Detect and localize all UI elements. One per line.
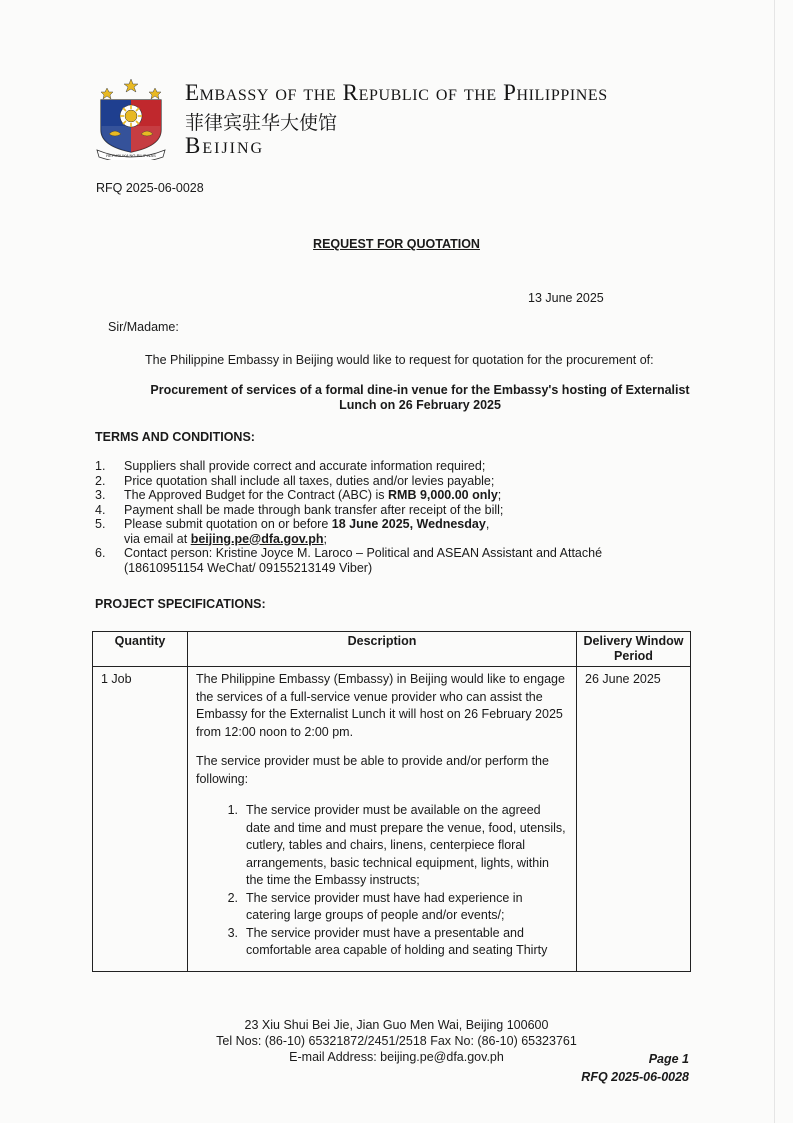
intro-text: The Philippine Embassy in Beijing would like to request for quotation for the procurement of:	[145, 353, 654, 367]
footer-reference: RFQ 2025-06-0028	[581, 1070, 689, 1084]
term-item: 5. Please submit quotation on or before 18 June 2025, Wednesday, via email at beijing.pe@dfa.gov.ph;	[95, 517, 490, 546]
table-row	[93, 667, 691, 972]
list-item: 1. The service provider must be available on the agreed date and time and must prepare the venue, food, utensils, cutlery, tables and chairs, linens, centerpiece floral arrangements, basic technical equipment, lights, within the time the Embassy instructs;	[227, 803, 566, 887]
footer-address: 23 Xiu Shui Bei Jie, Jian Guo Men Wai, Beijing 100600	[244, 1018, 549, 1032]
term-item: 1. Suppliers shall provide correct and accurate information required;	[95, 459, 486, 473]
document-title: REQUEST FOR QUOTATION	[313, 237, 480, 251]
delivery-header: Delivery Window Period	[577, 632, 691, 667]
embassy-name: Embassy of the Republic of the Philippines	[185, 80, 608, 105]
description-header: Description	[188, 632, 577, 667]
term-item: 6. Contact person: Kristine Joyce M. Laroco – Political and ASEAN Assistant and Attaché (18610951154 WeChat/ 09155213149 Viber)	[95, 546, 603, 575]
procurement-title	[80, 383, 760, 413]
terms-heading: TERMS AND CONDITIONS:	[95, 430, 255, 444]
embassy-city: Beijing	[185, 133, 265, 158]
budget-amount: RMB 9,000.00 only	[388, 488, 498, 502]
embassy-name-chinese: 菲律宾驻华大使馆	[185, 112, 338, 134]
footer-email: E-mail Address: beijing.pe@dfa.gov.ph	[289, 1050, 504, 1064]
procurement-line-2: Lunch on 26 February 2025	[339, 398, 501, 412]
specs-heading: PROJECT SPECIFICATIONS:	[95, 597, 266, 611]
scan-edge	[774, 0, 775, 1123]
description-paragraph: The service provider must be able to provide and/or perform the following:	[196, 754, 549, 786]
footer-phones: Tel Nos: (86-10) 65321872/2451/2518 Fax No: (86-10) 65323761	[216, 1034, 577, 1048]
document-date: 13 June 2025	[528, 291, 604, 305]
salutation: Sir/Madame:	[108, 320, 179, 334]
table-header-row	[93, 632, 691, 667]
requirements-list	[196, 802, 568, 960]
list-item: 3. The service provider must have a presentable and comfortable area capable of holding and seating Thirty	[227, 925, 548, 957]
term-item: 4. Payment shall be made through bank transfer after receipt of the bill;	[95, 502, 504, 517]
terms-list	[95, 459, 695, 575]
quantity-cell: 1 Job	[93, 667, 188, 972]
quantity-header: Quantity	[93, 632, 188, 667]
description-paragraph: The Philippine Embassy (Embassy) in Beijing would like to engage the services of a full-service venue provider who can assist the Embassy for the Externalist Lunch it will host on 26 February 2025 from 12:00 noon to 2:00 pm.	[196, 672, 565, 739]
email-link[interactable]: beijing.pe@dfa.gov.ph	[190, 531, 324, 546]
list-item: 2. The service provider must have had experience in catering large groups of people and/or events/;	[227, 890, 523, 922]
delivery-cell: 26 June 2025	[577, 667, 691, 972]
deadline-date: 18 June 2025, Wednesday	[331, 517, 486, 531]
description-cell	[188, 667, 577, 972]
page-number: Page 1	[648, 1052, 689, 1066]
term-item: 3. The Approved Budget for the Contract (ABC) is RMB 9,000.00 only;	[95, 488, 502, 502]
svg-text:REPUBLIKA NG PILIPINAS: REPUBLIKA NG PILIPINAS	[106, 153, 156, 158]
reference-number: RFQ 2025-06-0028	[96, 181, 204, 195]
specifications-table	[92, 631, 691, 972]
procurement-line-1: Procurement of services of a formal dine-in venue for the Embassy's hosting of Externalist	[150, 383, 690, 397]
philippine-seal-icon	[95, 78, 167, 160]
term-item: 2. Price quotation shall include all taxes, duties and/or levies payable;	[95, 473, 495, 488]
